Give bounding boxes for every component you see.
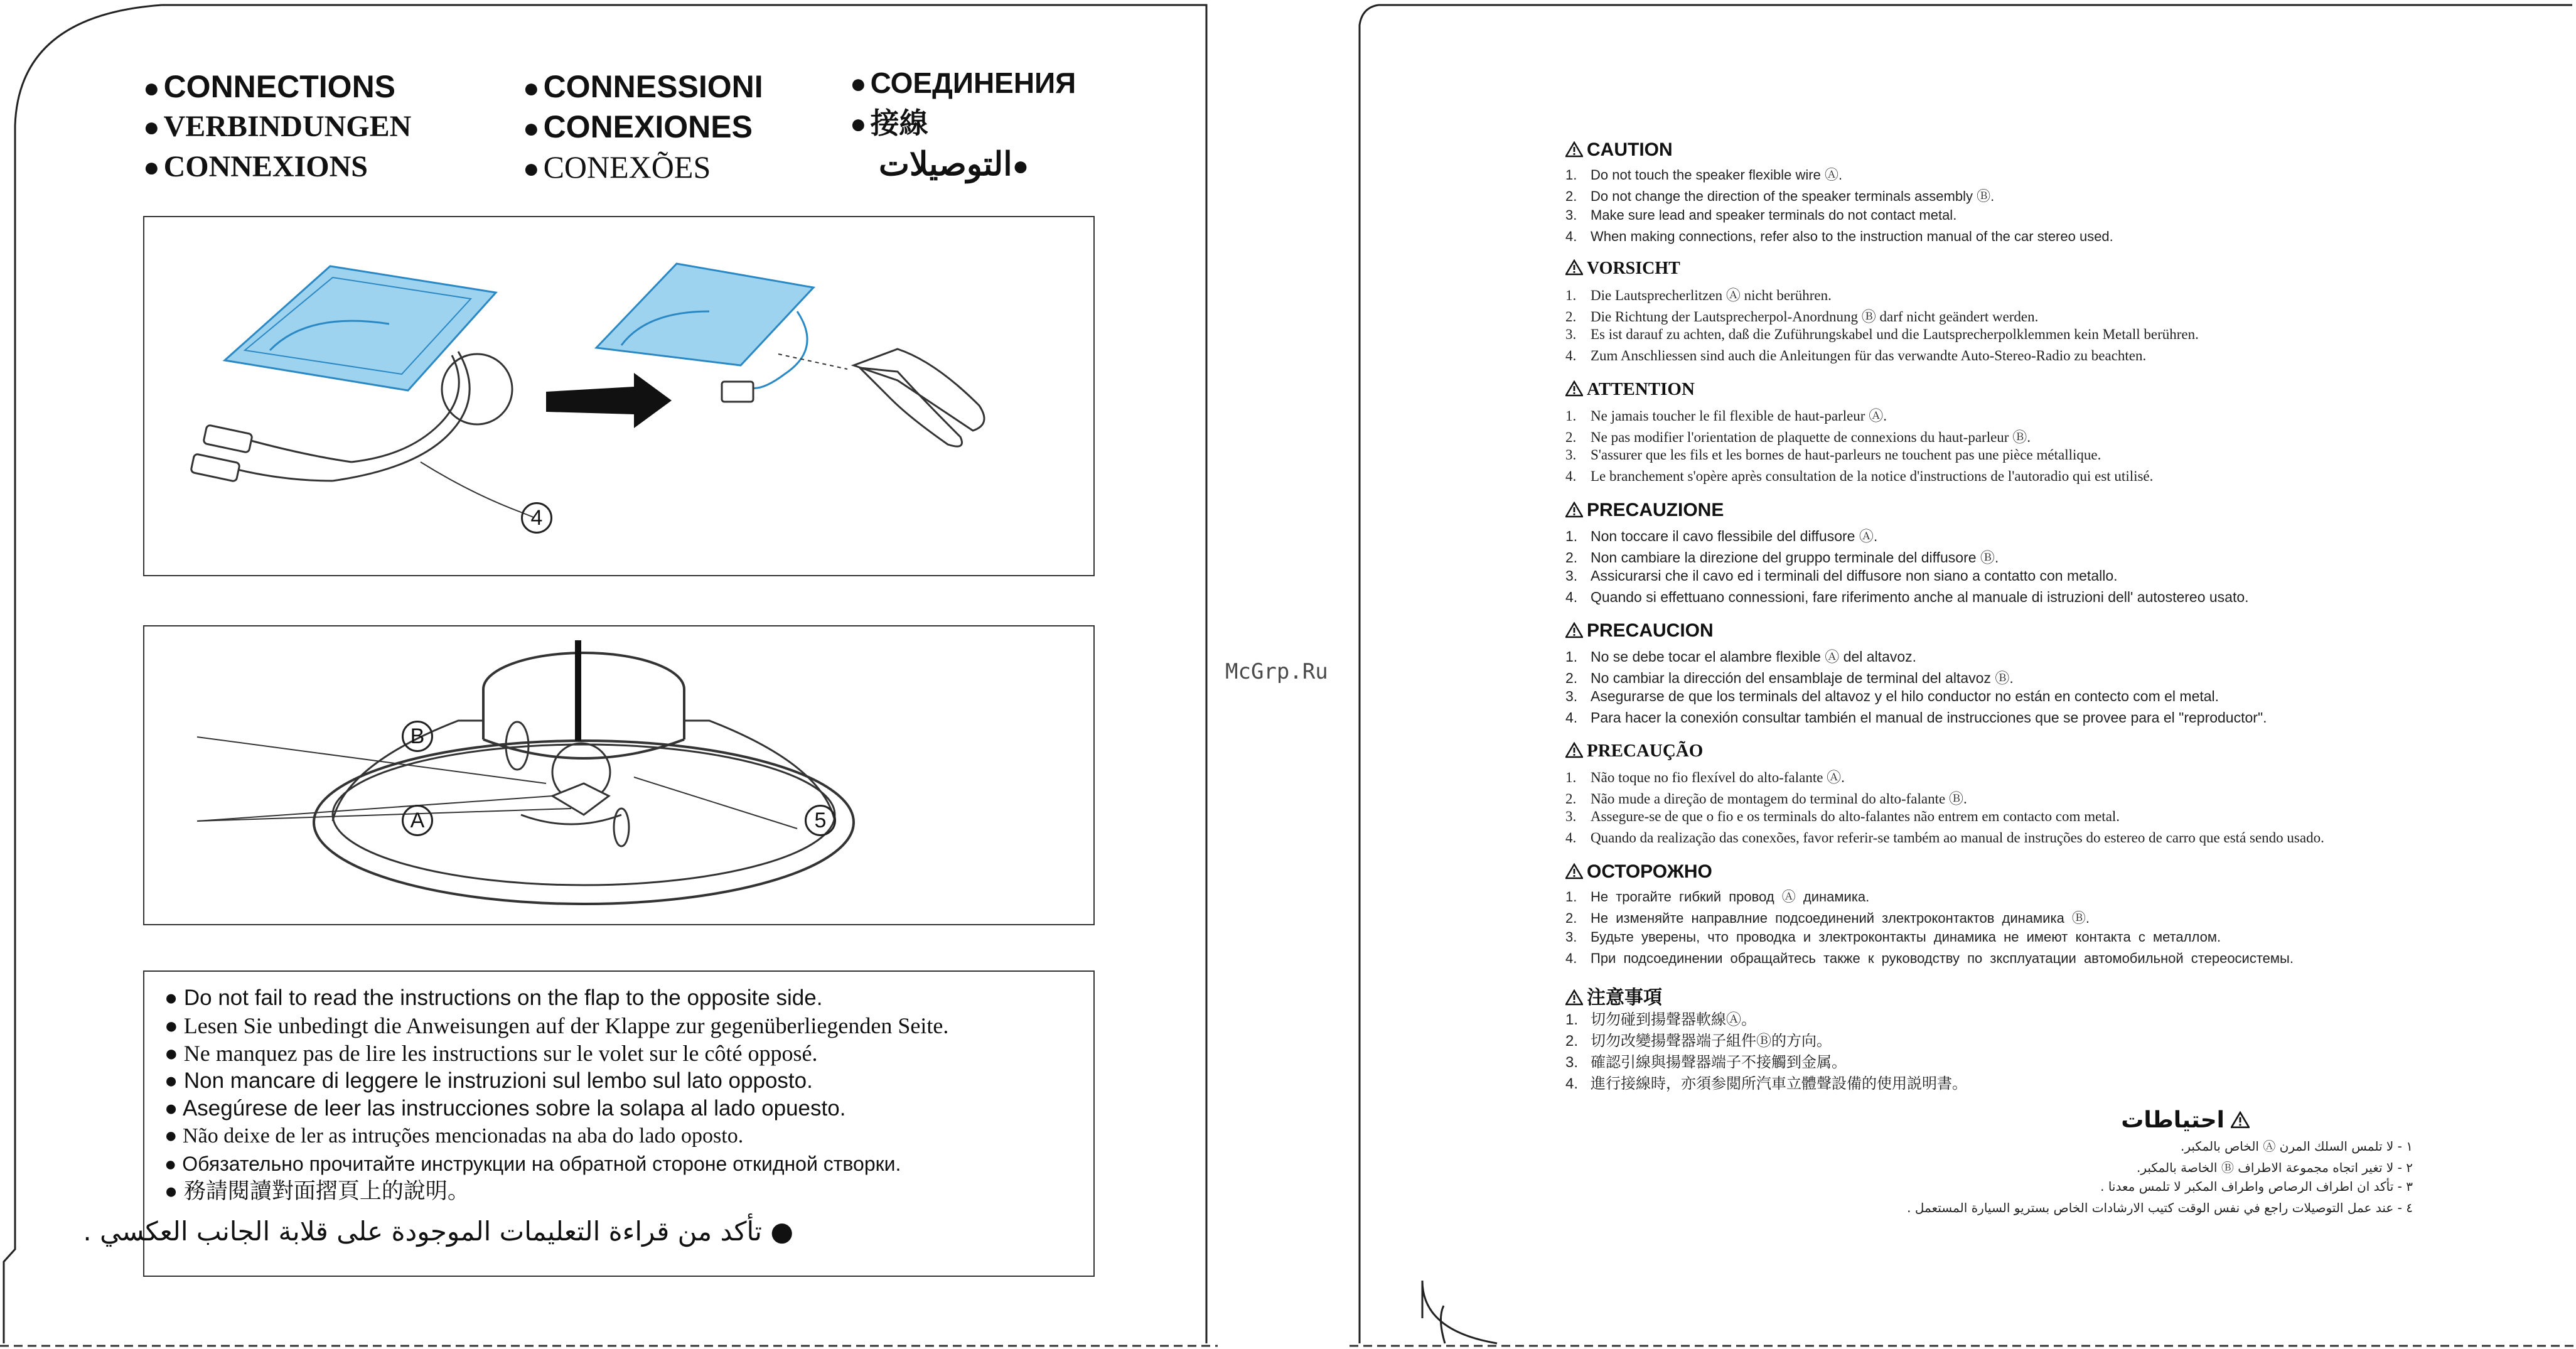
notice-ru: ● Обязательно прочитайте инструкции на обратной стороне откидной створки. [164,1153,901,1175]
notice-it: ● Non mancare di leggere le instruzioni sul lembo sul lato opposto. [164,1068,813,1093]
section-title: 注意事項 [1565,982,1662,1009]
caution-item: 4. Le branchement s'opère après consultation de la notice d'instructions de l'autoradio qui est utilisé. [1565,468,2154,484]
notice-fr: ● Ne manquez pas de lire les instructions sur le volet sur le côté opposé. [164,1041,818,1066]
heading-arabic: التوصيلات● [879,146,1029,183]
warning-icon [2231,1111,2250,1129]
caution-item: 4. 進行接線時，亦須参閲所汽車立體聲設備的使用説明書。 [1565,1075,1967,1092]
caution-item: 3. Es ist darauf zu achten, daß die Zuführungskabel und die Lautsprecherpolklemmen kein Metall berühren. [1565,326,2199,342]
notice-pt: ● Não deixe de ler as intruções mencionadas na aba do lado oposto. [164,1124,744,1147]
caution-item: 4. Para hacer la conexión consultar también el manual de instrucciones que se provee para el "reproductor". [1565,709,2267,726]
wiring-illustration [144,217,1093,575]
callout-5: 5 [805,805,836,836]
caution-item: 3. S'assurer que les fils et les bornes de haut-parleurs ne touchent pas une pièce métallique. [1565,447,2101,463]
warning-icon [1565,380,1583,397]
notice-es: ● Asegúrese de leer las instrucciones sobre la solapa al lado opuesto. [164,1096,846,1121]
caution-item: 1. 切勿碰到揚聲器軟線Ⓐ。 [1565,1011,1756,1028]
section-title: CAUTION [1565,139,1673,161]
caution-item: ٣ - تأكد ان اطراف الرصاص واطراف المكبر لا تلمس معدنا . [2100,1179,2413,1194]
warning-icon [1565,863,1583,879]
caution-item: 4. Quando si effettuano connessioni, fare riferimento anche al manuale di istruzioni dell' autostereo usato. [1565,589,2249,605]
caution-item: ١ - لا تلمس السلك المرن Ⓐ الخاص بالمكبر. [2180,1139,2413,1154]
caution-item: ٤ - عند عمل التوصيلات راجع في نفس الوقت كتيب الارشادات الخاص بستريو السيارة المستعمل . [1907,1200,2413,1215]
warning-icon [1565,989,1583,1006]
notice-en: ● Do not fail to read the instructions on the flap to the opposite side. [164,986,823,1010]
section-title: ОСТОРОЖНО [1565,861,1712,883]
caution-item: 2. Не изменяйте направлние подсоединений злектроконтактов динамика Ⓑ. [1565,910,2090,926]
caution-item: 3. 確認引線與揚聲器端子不接觸到金属。 [1565,1054,1847,1071]
caution-item: 4. When making connections, refer also to the instruction manual of the car stereo used. [1565,228,2113,244]
warning-icon [1565,502,1583,518]
caution-item: 2. Não mude a direção de montagem do terminal do alto-falante Ⓑ. [1565,791,1967,807]
heading-verbindungen: ● VERBINDUNGEN [143,110,412,143]
caution-item: 1. Die Lautsprecherlitzen Ⓐ nicht berühren. [1565,288,1832,303]
caution-item: 1. Não toque no fio flexível do alto-falante Ⓐ. [1565,770,1845,785]
caution-item: 2. Do not change the direction of the speaker terminals assembly Ⓑ. [1565,188,1995,204]
warning-icon [1565,259,1583,276]
caution-item: 2. Ne pas modifier l'orientation de plaquette de connexions du haut-parleur Ⓑ. [1565,429,2031,445]
figure-connection-wiring [143,216,1095,576]
notice-ar: ● تأكد من قراءة التعليمات الموجودة على قلابة الجانب العكسي . [83,1216,793,1247]
notice-zh: ● 務請閱讀對面摺頁上的說明。 [164,1179,470,1203]
caution-item: 1. No se debe tocar el alambre flexible Ⓐ del altavoz. [1565,648,1917,665]
caution-item: ٢ - لا تغير اتجاه مجموعة الاطراف Ⓑ الخاصة بالمكبر. [2136,1160,2413,1175]
warning-icon [1565,622,1583,638]
speaker-illustration [144,626,1093,924]
heading-connections: ● CONNECTIONS [143,69,396,104]
notice-de: ● Lesen Sie unbedingt die Anweisungen auf der Klappe zur gegenüberliegenden Seite. [164,1013,949,1038]
caution-item: 4. При подсоединении обращайтесь также к руководству по зксплуатации автомобильной стереосистемы. [1565,950,2294,966]
caution-item: 1. Ne jamais toucher le fil flexible de haut-parleur Ⓐ. [1565,408,1887,424]
section-title: ATTENTION [1565,379,1695,400]
heading-connessioni: ● CONNESSIONI [523,69,763,104]
caution-item: 1. Do not touch the speaker flexible wire Ⓐ. [1565,167,1843,183]
caution-item: 3. Make sure lead and speaker terminals do not contact metal. [1565,207,1957,223]
section-title: VORSICHT [1565,259,1680,279]
caution-item: 1. Non toccare il cavo flessibile del diffusore Ⓐ. [1565,528,1878,544]
caution-item: 3. Assicurarsi che il cavo ed i terminali del diffusore non siano a contatto con metallo. [1565,567,2118,584]
figure-speaker-terminals [143,625,1095,925]
caution-item: 2. Non cambiare la direzione del gruppo terminale del diffusore Ⓑ. [1565,549,1999,566]
heading-japanese: ● 接線 [850,107,928,139]
heading-conexoes: ● CONEXÕES [523,149,711,185]
section-title: احتياطات [2121,1107,2250,1133]
caution-item: 2. No cambiar la dirección del ensamblaje de terminal del altavoz Ⓑ. [1565,670,2014,686]
heading-conexiones: ● CONEXIONES [523,109,753,144]
section-title: PRECAUÇÃO [1565,741,1703,761]
callout-b: B [402,721,433,752]
warning-icon [1565,141,1583,158]
watermark: McGrp.Ru [1225,659,1328,684]
callout-a: A [402,805,433,836]
heading-soedineniya: ● СОЕДИНЕНИЯ [850,67,1076,99]
section-title: PRECAUCION [1565,620,1714,642]
caution-item: 3. Asegurarse de que los terminals del altavoz y el hilo conductor no están en contecto com el metal. [1565,688,2219,704]
caution-item: 3. Assegure-se de que o fio e os terminals do alto-falantes não entrem em contacto com metal. [1565,809,2120,824]
caution-item: 4. Zum Anschliessen sind auch die Anleitungen für das verwandte Auto-Stereo-Radio zu beachten. [1565,348,2147,363]
heading-connexions: ● CONNEXIONS [143,150,368,183]
caution-item: 1. Не трогайте гибкий провод Ⓐ динамика. [1565,889,1870,905]
caution-item: 4. Quando da realização das conexões, favor referir-se também ao manual de instruções do estereo de carro que está sendo usado. [1565,830,2324,846]
caution-item: 2. Die Richtung der Lautsprecherpol-Anordnung Ⓑ darf nicht geändert werden. [1565,309,2039,325]
warning-icon [1565,742,1583,758]
caution-item: 3. Будьте уверены, что проводка и злектроконтакты динамика не имеют контакта с металлом. [1565,929,2221,945]
callout-4: 4 [521,502,552,534]
section-title: PRECAUZIONE [1565,500,1724,521]
caution-item: 2. 切勿改變揚聲器端子組件Ⓑ的方向。 [1565,1033,1832,1050]
